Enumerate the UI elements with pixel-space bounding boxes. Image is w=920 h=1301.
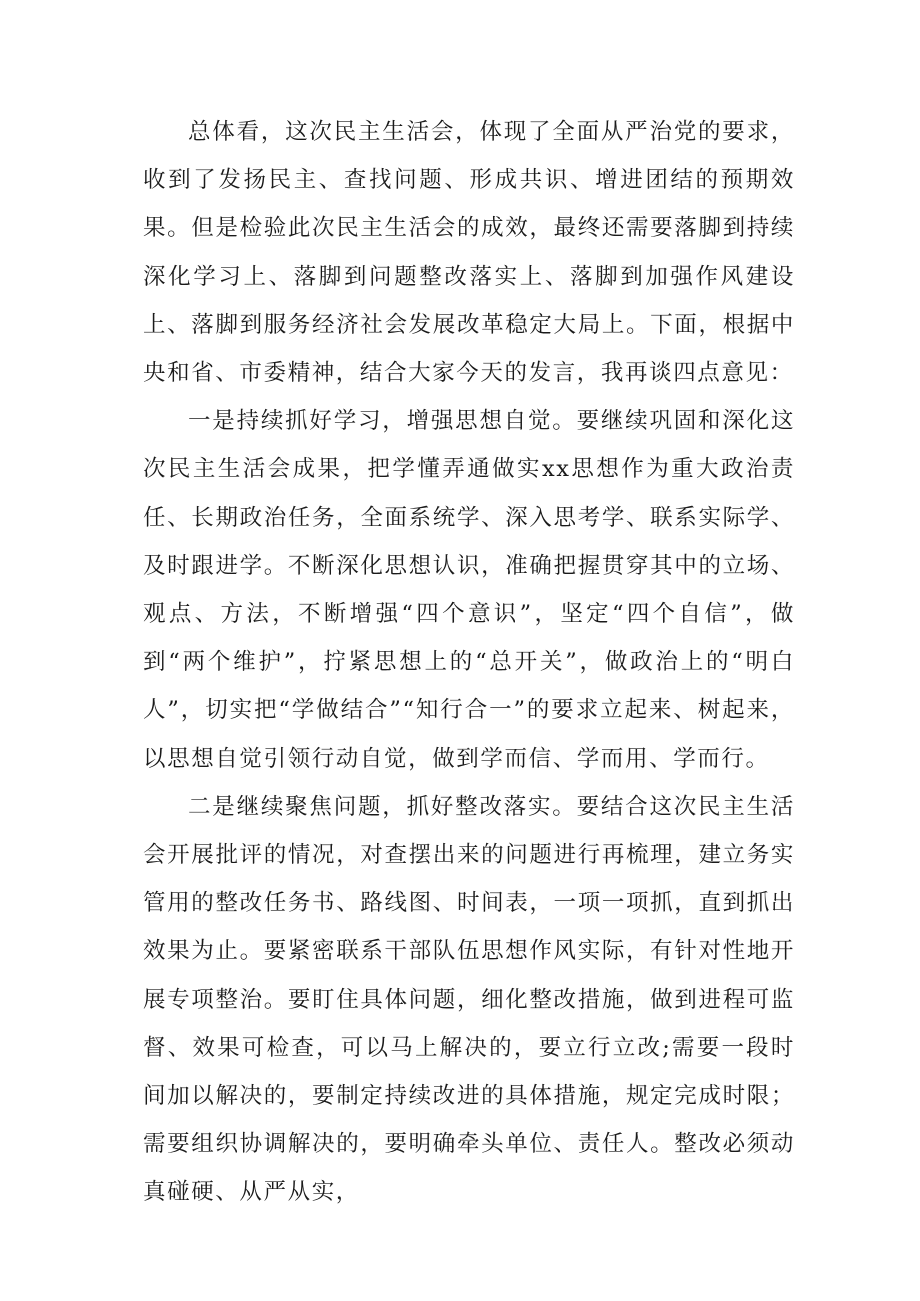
paragraph-point-one: 一是持续抓好学习，增强思想自觉。要继续巩固和深化这次民主生活会成果，把学懂弄通做实xx思想作为重大政治责任、长期政治任务，全面系统学、深入思考学、联系实际学、及时跟进学。不断深化思想认识，准确把握贯穿其中的立场、观点、方法，不断增强“四个意识”，坚定“四个自信”，做到“两个维护”，拧紧思想上的“总开关”，做政治上的“明白人”，切实把“学做结合”“知行合一”的要求立起来、树起来，以思想自觉引领行动自觉，做到学而信、学而用、学而行。 — [143, 408, 795, 772]
document-body — [143, 108, 795, 1217]
paragraph-overview: 总体看，这次民主生活会，体现了全面从严治党的要求，收到了发扬民主、查找问题、形成共识、增进团结的预期效果。但是检验此次民主生活会的成效，最终还需要落脚到持续深化学习上、落脚到问题整改落实上、落脚到加强作风建设上、落脚到服务经济社会发展改革稳定大局上。下面，根据中央和省、市委精神，结合大家今天的发言，我再谈四点意见： — [143, 119, 795, 387]
paragraph-point-two: 二是继续聚焦问题，抓好整改落实。要结合这次民主生活会开展批评的情况，对查摆出来的问题进行再梳理，建立务实管用的整改任务书、路线图、时间表，一项一项抓，直到抓出效果为止。要紧密联系干部队伍思想作风实际，有针对性地开展专项整治。要盯住具体问题，细化整改措施，做到进程可监督、效果可检查，可以马上解决的，要立行立改;需要一段时间加以解决的，要制定持续改进的具体措施，规定完成时限；需要组织协调解决的，要明确牵头单位、责任人。整改必须动真碰硬、从严从实， — [143, 793, 795, 1206]
